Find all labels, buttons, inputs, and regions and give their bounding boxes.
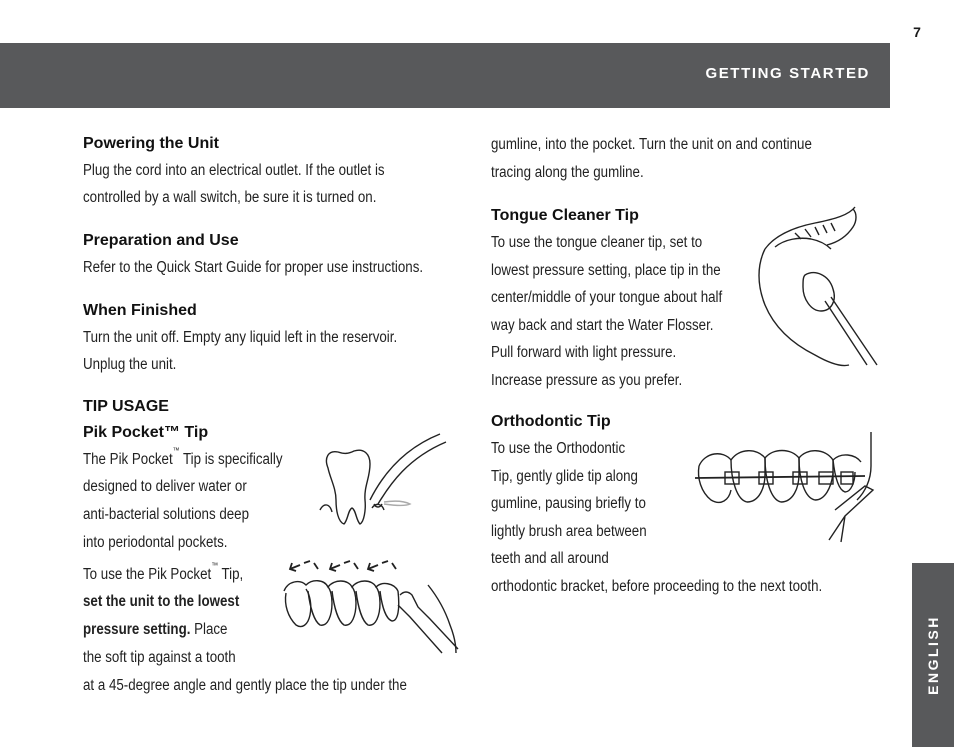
text-line: Increase pressure as you prefer. <box>491 372 683 389</box>
text-line: at a 45-degree angle and gently place the tip under the <box>83 677 407 694</box>
orthodontic-tip-illustration <box>695 430 880 545</box>
text-line: To use the tongue cleaner tip, set to <box>491 234 703 251</box>
pik-pocket-gumline-illustration <box>280 555 460 655</box>
heading-tip-usage: TIP USAGE <box>83 398 169 415</box>
text-line: Pull forward with light pressure. <box>491 344 677 361</box>
text-line: Plug the cord into an electrical outlet. If the outlet is <box>83 162 385 179</box>
page-number: 7 <box>913 24 921 40</box>
heading-powering: Powering the Unit <box>83 135 219 152</box>
text-line: the soft tip against a tooth <box>83 649 236 666</box>
tongue-cleaner-illustration <box>755 205 880 370</box>
text-line: into periodontal pockets. <box>83 534 228 551</box>
text-line: gumline, into the pocket. Turn the unit on and continue <box>491 136 812 153</box>
text-line: tracing along the gumline. <box>491 164 644 181</box>
text-line: center/middle of your tongue about half <box>491 289 723 306</box>
header-bar <box>0 43 890 108</box>
text-line: pressure setting. Place <box>83 621 228 638</box>
language-tab <box>912 563 954 747</box>
section-title: GETTING STARTED <box>705 65 870 82</box>
text-line: gumline, pausing briefly to <box>491 495 646 512</box>
heading-tongue-cleaner: Tongue Cleaner Tip <box>491 207 639 224</box>
text-line: To use the Orthodontic <box>491 440 626 457</box>
text-line: controlled by a wall switch, be sure it is turned on. <box>83 189 377 206</box>
text-line: Unplug the unit. <box>83 356 177 373</box>
text-line: way back and start the Water Flosser. <box>491 317 714 334</box>
text-line: The Pik Pocket™ Tip is specifically <box>83 446 283 468</box>
text-line-bold: set the unit to the lowest <box>83 593 240 610</box>
text-line: lightly brush area between <box>491 523 647 540</box>
heading-finished: When Finished <box>83 302 197 319</box>
text-line: Turn the unit off. Empty any liquid left in the reservoir. <box>83 329 398 346</box>
language-tab-label: ENGLISH <box>925 615 941 695</box>
subheading-pik-pocket: Pik Pocket™ Tip <box>83 424 209 441</box>
text-line: lowest pressure setting, place tip in the <box>491 262 721 279</box>
text-line: teeth and all around <box>491 550 609 567</box>
text-line: anti-bacterial solutions deep <box>83 506 249 523</box>
text-line: orthodontic bracket, before proceeding to the next tooth. <box>491 578 823 595</box>
text-line: Refer to the Quick Start Guide for proper use instructions. <box>83 259 424 276</box>
heading-preparation: Preparation and Use <box>83 232 239 249</box>
heading-orthodontic: Orthodontic Tip <box>491 413 611 430</box>
pik-pocket-tooth-illustration <box>310 430 450 530</box>
text-line: Tip, gently glide tip along <box>491 468 638 485</box>
text-line: To use the Pik Pocket™ Tip, <box>83 561 244 583</box>
text-line: designed to deliver water or <box>83 478 247 495</box>
